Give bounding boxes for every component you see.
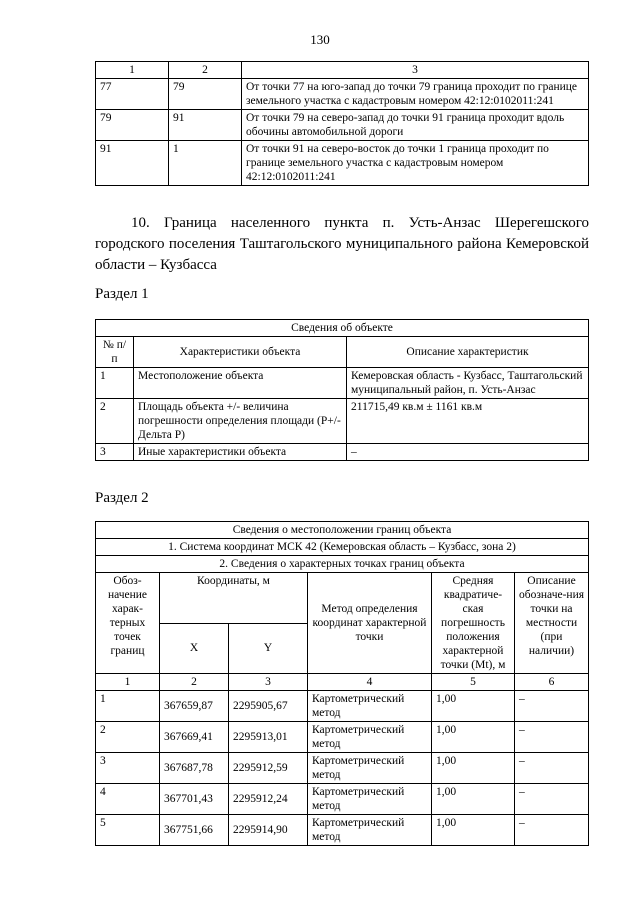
table-header-row	[96, 62, 589, 79]
table-row	[96, 368, 589, 399]
col-num: 5	[432, 674, 515, 691]
object-info-table	[95, 319, 589, 461]
header-cell: 1	[96, 62, 169, 79]
description: Кемеровская область - Кузбасс, Таштагольский муниципальный район, п. Усть-Анзас	[347, 368, 589, 399]
table-row	[96, 444, 589, 461]
header-num: № п/п	[96, 337, 134, 368]
boundary-points-table	[95, 521, 589, 846]
point-id: 1	[96, 691, 160, 722]
table-row	[96, 141, 589, 186]
coordinate-system-caption: 1. Система координат МСК 42 (Кемеровская область – Кузбасс, зона 2)	[96, 539, 589, 556]
coord-y: 2295912,59	[229, 753, 308, 784]
method: Картометрический метод	[308, 815, 432, 846]
header-x: X	[160, 623, 229, 674]
to-point: 79	[169, 79, 242, 110]
table-row	[96, 784, 589, 815]
table-row	[96, 110, 589, 141]
table-caption: Сведения о местоположении границ объекта	[96, 522, 589, 539]
header-point: Обоз-начение харак-терных точек границ	[96, 573, 160, 674]
point-id: 4	[96, 784, 160, 815]
coord-y: 2295913,01	[229, 722, 308, 753]
error: 1,00	[432, 691, 515, 722]
method: Картометрический метод	[308, 753, 432, 784]
section2-title: Раздел 2	[95, 490, 149, 506]
header-method: Метод определения координат характерной точки	[308, 573, 432, 674]
table-row	[96, 753, 589, 784]
coord-y: 2295914,90	[229, 815, 308, 846]
table-row	[96, 691, 589, 722]
section1-title: Раздел 1	[95, 286, 149, 302]
method: Картометрический метод	[308, 691, 432, 722]
points-caption: 2. Сведения о характерных точках границ объекта	[96, 556, 589, 573]
table-row	[96, 815, 589, 846]
method: Картометрический метод	[308, 722, 432, 753]
row-num: 3	[96, 444, 134, 461]
section-heading-paragraph: 10. Граница населенного пункта п. Усть-Анзас Шерегешского городского поселения Таштагольского муниципального района Кемеровской области – Кузбасса	[95, 215, 589, 273]
characteristic: Местоположение объекта	[134, 368, 347, 399]
error: 1,00	[432, 753, 515, 784]
description: 211715,49 кв.м ± 1161 кв.м	[347, 399, 589, 444]
coord-x: 367659,87	[160, 691, 229, 722]
col-num: 6	[515, 674, 589, 691]
col-num: 4	[308, 674, 432, 691]
col-num: 2	[160, 674, 229, 691]
header-error: Средняя квадратиче-ская погрешность положения характерной точки (Mt), м	[432, 573, 515, 674]
boundary-description-table	[95, 61, 589, 186]
from-point: 77	[96, 79, 169, 110]
header-characteristic: Характеристики объекта	[134, 337, 347, 368]
boundary-description: От точки 79 на северо-запад до точки 91 граница проходит вдоль обочины автомобильной дороги	[242, 110, 589, 141]
header-description: Описание обозначе-ния точки на местности (при наличии)	[515, 573, 589, 674]
coord-x: 367751,66	[160, 815, 229, 846]
header-y: Y	[229, 623, 308, 674]
characteristic: Площадь объекта +/- величина погрешности определения площади (Р+/- Дельта Р)	[134, 399, 347, 444]
description: –	[347, 444, 589, 461]
col-num: 1	[96, 674, 160, 691]
row-num: 1	[96, 368, 134, 399]
point-id: 3	[96, 753, 160, 784]
col-num: 3	[229, 674, 308, 691]
coord-y: 2295905,67	[229, 691, 308, 722]
header-coordinates: Координаты, м	[160, 573, 308, 624]
table-row	[96, 722, 589, 753]
point-description: –	[515, 753, 589, 784]
method: Картометрический метод	[308, 784, 432, 815]
table-header-row	[96, 337, 589, 368]
table-row	[96, 399, 589, 444]
coord-x: 367669,41	[160, 722, 229, 753]
characteristic: Иные характеристики объекта	[134, 444, 347, 461]
header-description: Описание характеристик	[347, 337, 589, 368]
boundary-description: От точки 91 на северо-восток до точки 1 граница проходит по границе земельного участка с кадастровым номером 42:12:0102011:241	[242, 141, 589, 186]
from-point: 79	[96, 110, 169, 141]
point-id: 2	[96, 722, 160, 753]
point-description: –	[515, 691, 589, 722]
to-point: 1	[169, 141, 242, 186]
column-numbers-row	[96, 674, 589, 691]
to-point: 91	[169, 110, 242, 141]
page-number: 130	[310, 32, 330, 47]
table-caption: Сведения об объекте	[96, 320, 589, 337]
point-id: 5	[96, 815, 160, 846]
error: 1,00	[432, 784, 515, 815]
coord-y: 2295912,24	[229, 784, 308, 815]
coord-x: 367687,78	[160, 753, 229, 784]
point-description: –	[515, 722, 589, 753]
header-cell: 3	[242, 62, 589, 79]
boundary-description: От точки 77 на юго-запад до точки 79 граница проходит по границе земельного участка с кадастровым номером 42:12:0102011:241	[242, 79, 589, 110]
header-cell: 2	[169, 62, 242, 79]
coord-x: 367701,43	[160, 784, 229, 815]
table-row	[96, 79, 589, 110]
from-point: 91	[96, 141, 169, 186]
point-description: –	[515, 784, 589, 815]
error: 1,00	[432, 722, 515, 753]
row-num: 2	[96, 399, 134, 444]
error: 1,00	[432, 815, 515, 846]
table-header-row	[96, 573, 589, 624]
point-description: –	[515, 815, 589, 846]
